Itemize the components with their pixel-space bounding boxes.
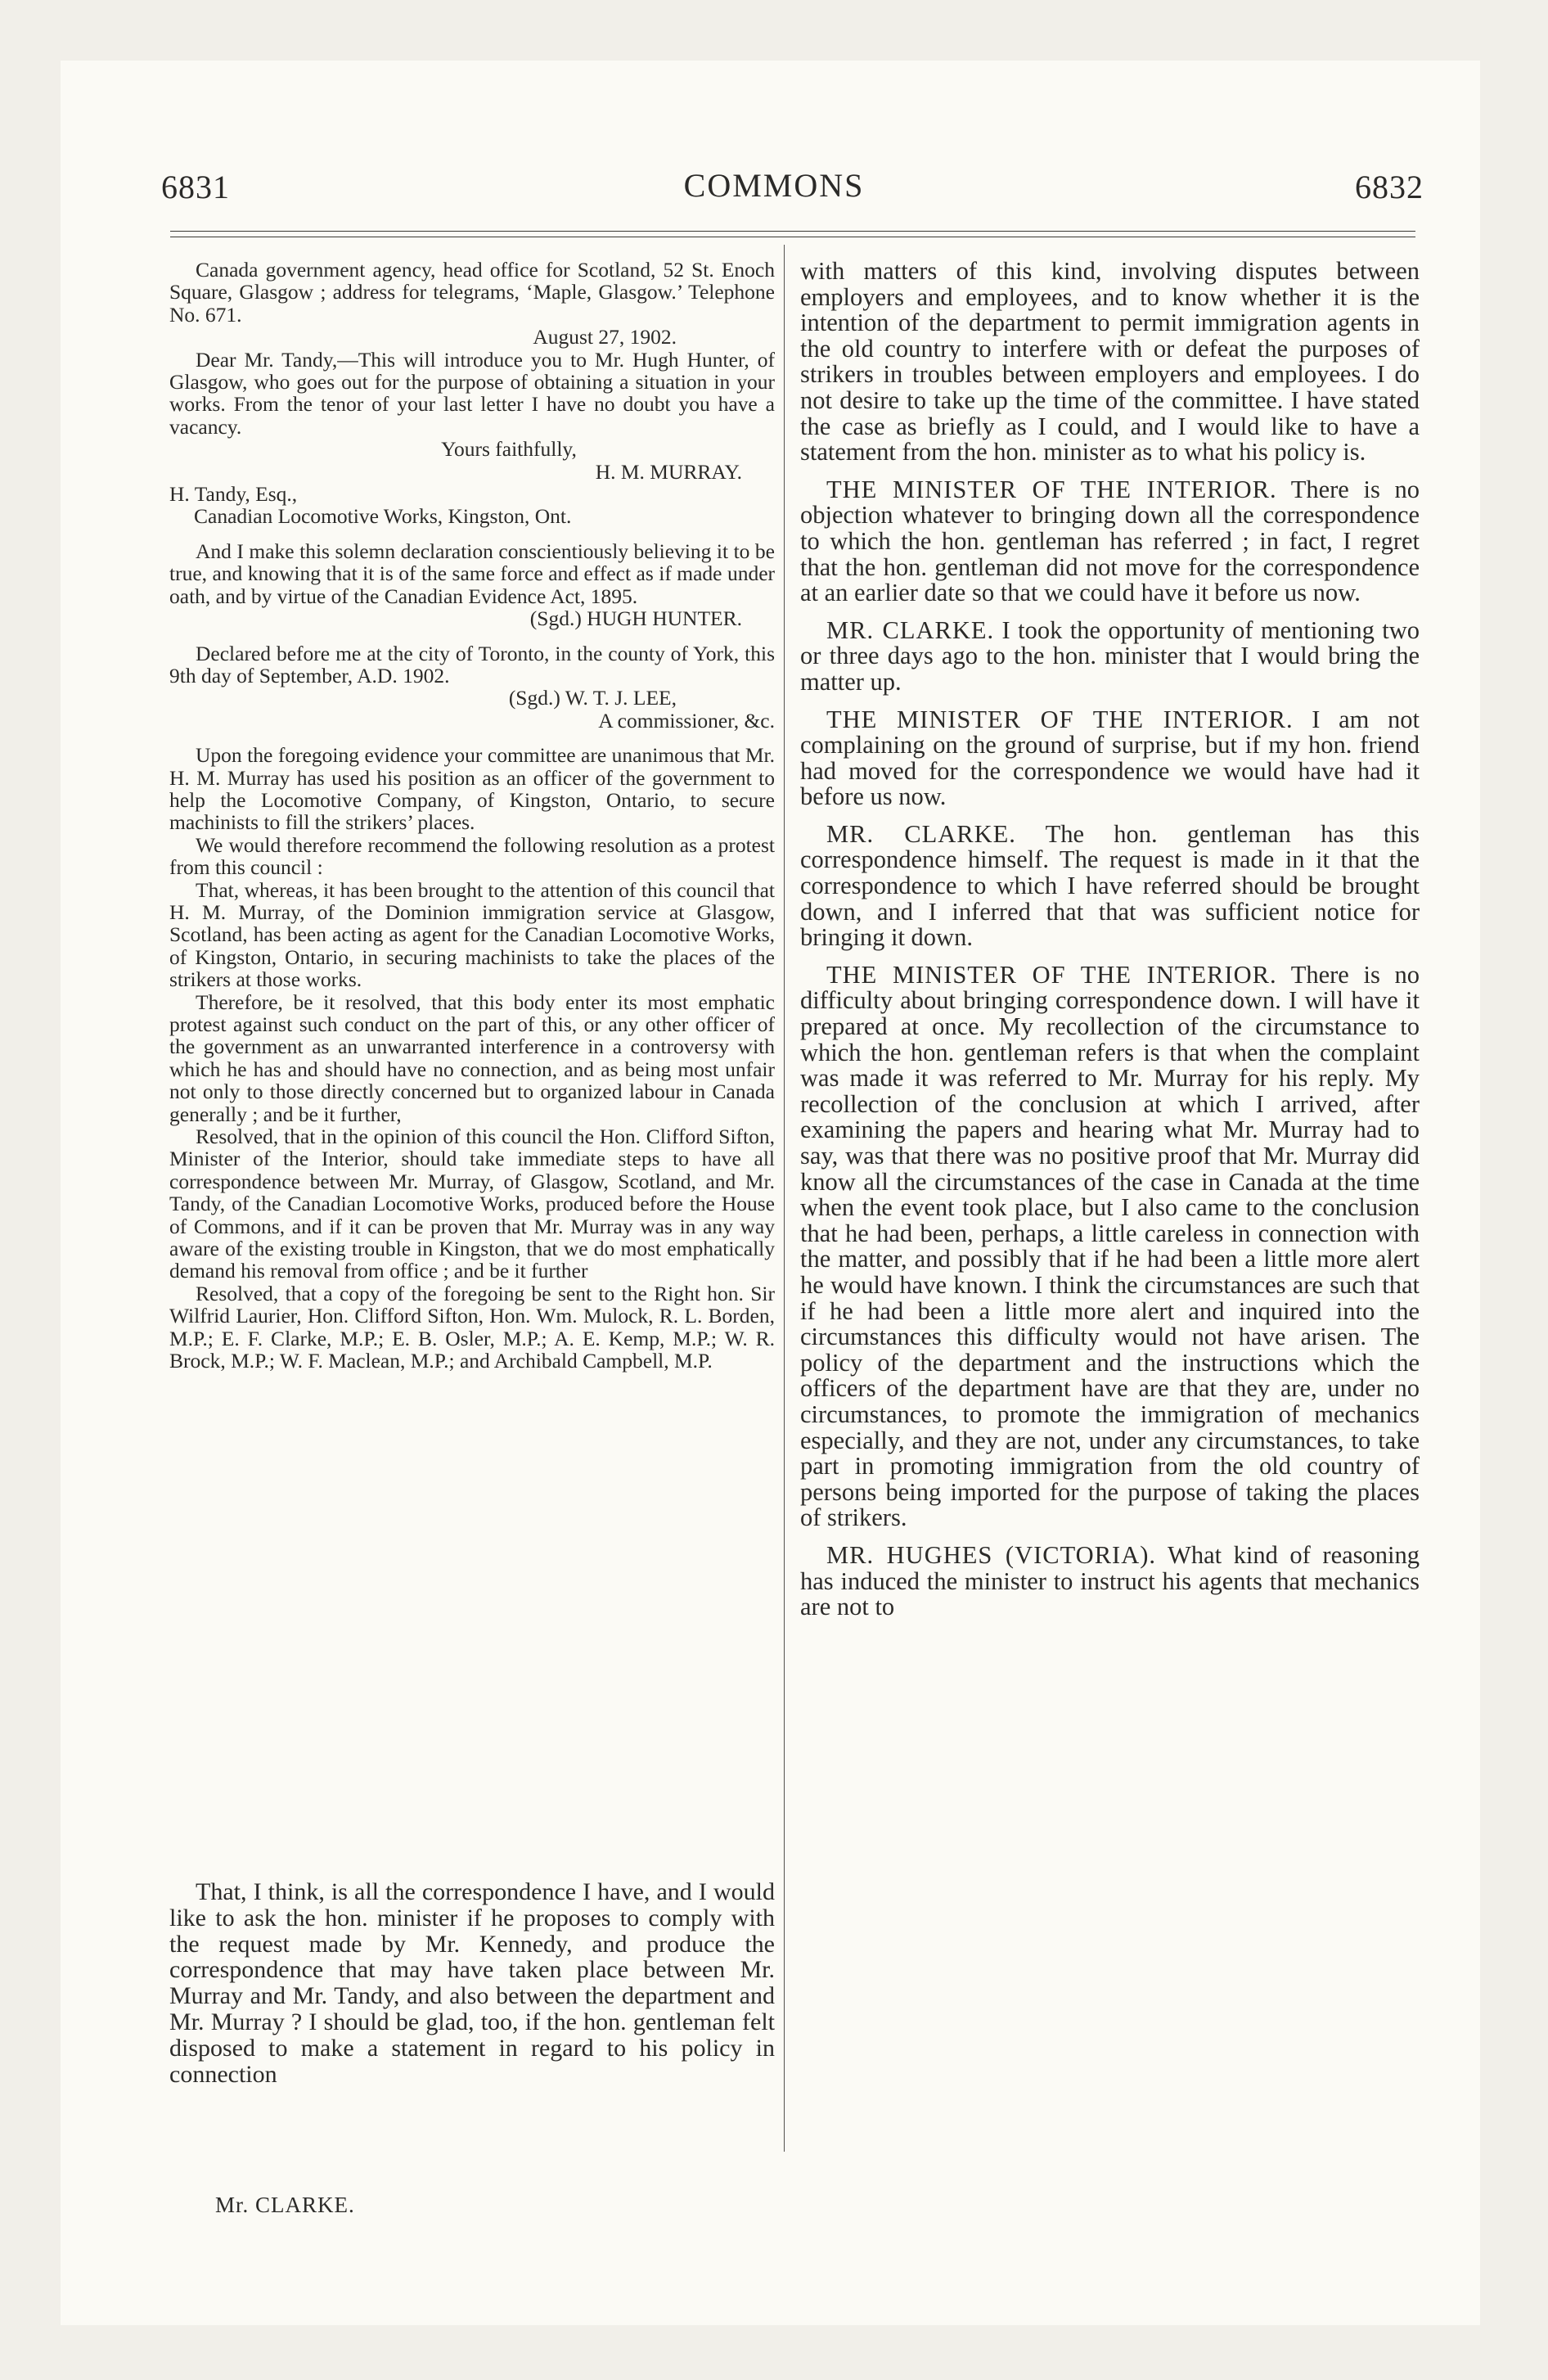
speech-minister-2 — [800, 707, 1420, 810]
therefore-clause: Therefore, be it resolved, that this body enter its most emphatic protest against such conduct on the part of this, or any other officer of the government as an unwarranted interference in a controversy with which he has and should have no connection, and as being most unfair not only to those directly concerned but to organized labour in Canada generally ; and be it further, — [169, 989, 775, 1126]
agency-text: Canada government agency, head office for Scotland, 52 St. Enoch Square, Glasgow ; address for telegrams, ‘Maple, Glasgow.’ Telephone No. 671. — [169, 258, 775, 327]
speech-text: I took the opportunity of mentioning two or three days ago to the hon. minister that I would bring the matter up. — [800, 615, 1420, 696]
commissioner-title: A commissioner, &c. — [598, 708, 775, 732]
speaker-name: MR. CLARKE. — [826, 615, 995, 644]
speech-text: There is no difficulty about bringing correspondence down. I will have it prepared at once. My recollection of the circumstance to which the hon. gentleman refers is that when the complaint was made it was referred to Mr. Murray for his reply. My recollection of the conclusion at which I arrived, after examining the papers and hearing what Mr. Murray had to say, was that there was no positive proof that Mr. Murray did know all the circumstances of the case in Canada at the time when the event took place, but I also came to the conclusion that he had been, perhaps, a little careless in connection with the matter, and possibly that if he had been a little more alert he would have known. I think the circumstances are such that if he had been a little more alert and inquired into the circumstances this difficulty would not have arisen. The policy of the department and the instructions which the officers of the department have are that they are, under no circumstances, to promote the immigration of mechanics especially, and they are not, under any circumstances, to take part in promoting immigration from the old country of persons being imported for the purpose of taking the places of strikers. — [800, 960, 1420, 1532]
resolved-clause-2: Resolved, that a copy of the foregoing be sent to the Right hon. Sir Wilfrid Laurier, Hon. Clifford Sifton, Hon. Wm. Mulock, R. L. Borden, M.P.; E. F. Clarke, M.P.; E. B. Osler, M.P.; A. E. Kemp, M.P.; W. R. Brock, M.P.; W. F. Maclean, M.P.; and Archibald Campbell, M.P. — [169, 1281, 775, 1373]
continuation-text: with matters of this kind, involving disputes between employers and employees, and to know whether it is the intention of the department to permit immigration agents in the old country to interfere with or defeat the purposes of strikers in troubles between employers and employees. I do not desire to take up the time of the committee. I have stated the case as briefly as I could, and I would like to have a statement from the hon. minister as to what his policy is. — [800, 257, 1420, 467]
letter-closing: Yours faithfully, — [441, 437, 577, 462]
declaration-text: And I make this solemn declaration conscientiously believing it to be true, and knowing that it is of the same force and effect as if made under oath, and by virtue of the Canadian Evidence Act, 1895. — [169, 539, 775, 608]
addressee-company: Canadian Locomotive Works, Kingston, Ont. — [194, 504, 572, 529]
speech-text: There is no objection whatever to bringing down all the correspondence to which the hon. gentleman has referred ; in fact, I regret that the hon. gentleman did not move for the correspondence at an earlier date so that we could have it before us now. — [800, 475, 1420, 607]
column-divider — [784, 245, 785, 2152]
speech-text: The hon. gentleman has this correspondence himself. The request is made in it that the correspondence to which I have referred should be brought down, and I inferred that that was sufficient notice for bringing it down. — [800, 819, 1420, 952]
committee-finding: Upon the foregoing evidence your committee are unanimous that Mr. H. M. Murray has used his position as an officer of the government to help the Locomotive Company, of Kingston, Ontario, to secure machinists to fill the strikers’ places. — [169, 743, 775, 835]
left-column-quoted-text — [169, 259, 775, 1373]
speaker-name: MR. CLARKE. — [826, 819, 1016, 848]
right-column — [800, 259, 1420, 1620]
letter-date: August 27, 1902. — [533, 325, 677, 349]
footer-speaker-name: Mr. CLARKE. — [215, 2193, 355, 2217]
letter-signer: H. M. MURRAY. — [595, 459, 742, 484]
left-column-speech — [169, 1879, 775, 2087]
declarant-signature: (Sgd.) HUGH HUNTER. — [529, 606, 742, 631]
page-number-left: 6831 — [161, 169, 230, 205]
speech-text: I am not complaining on the ground of surprise, but if my hon. friend had moved for the correspondence we would have had it before us now. — [800, 705, 1420, 811]
resolved-clause-1: Resolved, that in the opinion of this council the Hon. Clifford Sifton, Minister of the Interior, should take immediate steps to have all correspondence between Mr. Murray, of Glasgow, Scotland, and Mr. Tandy, of the Canadian Locomotive Works, produced before the House of Commons, and if it can be proven that Mr. Murray was in any way aware of the existing trouble in Kingston, that we do most emphatically demand his removal from office ; and be it further — [169, 1125, 775, 1283]
speech-minister-1 — [800, 477, 1420, 606]
speaker-name: THE MINISTER OF THE INTERIOR. — [826, 960, 1277, 989]
letter-body: Dear Mr. Tandy,—This will introduce you to Mr. Hugh Hunter, of Glasgow, who goes out for the purpose of obtaining a situation in your works. From the tenor of your last letter I have no doubt you have a vacancy. — [169, 347, 775, 439]
speech-text: What kind of reasoning has induced the minister to instruct his agents that mechanics are not to — [800, 1540, 1420, 1621]
speaker-name: THE MINISTER OF THE INTERIOR. — [826, 475, 1277, 503]
recommend-text: We would therefore recommend the following resolution as a protest from this council : — [169, 832, 775, 880]
commissioner-signature: (Sgd.) W. T. J. LEE, — [508, 686, 677, 710]
whereas-clause: That, whereas, it has been brought to the attention of this council that H. M. Murray, of the Dominion immigration service at Glasgow, Scotland, has been acting as agent for the Canadian Locomotive Works, of Kingston, Ontario, in securing machinists to take the places of the strikers at those works. — [169, 877, 775, 992]
speech-clarke-1 — [800, 615, 1420, 696]
speech-clarke-2 — [800, 819, 1420, 952]
speech-hughes — [800, 1540, 1420, 1621]
header-rule-top — [170, 231, 1415, 232]
speaker-name: THE MINISTER OF THE INTERIOR. — [826, 705, 1294, 733]
clarke-speech: That, I think, is all the correspondence I have, and I would like to ask the hon. minister if he proposes to comply with the request made by Mr. Kennedy, and produce the correspondence that may have taken place between Mr. Murray and Mr. Tandy, and also between the department and Mr. Murray ? I should be glad, too, if the hon. gentleman felt disposed to make a statement in regard to his policy in connection — [169, 1878, 775, 2088]
declared-text: Declared before me at the city of Toronto, in the county of York, this 9th day of September, A.D. 1902. — [169, 641, 775, 687]
running-title: COMMONS — [683, 167, 865, 204]
speech-minister-3 — [800, 962, 1420, 1531]
addressee-name: H. Tandy, Esq., — [169, 482, 298, 507]
speaker-name: MR. HUGHES (VICTORIA). — [826, 1540, 1157, 1569]
page-number-right: 6832 — [1355, 169, 1424, 205]
